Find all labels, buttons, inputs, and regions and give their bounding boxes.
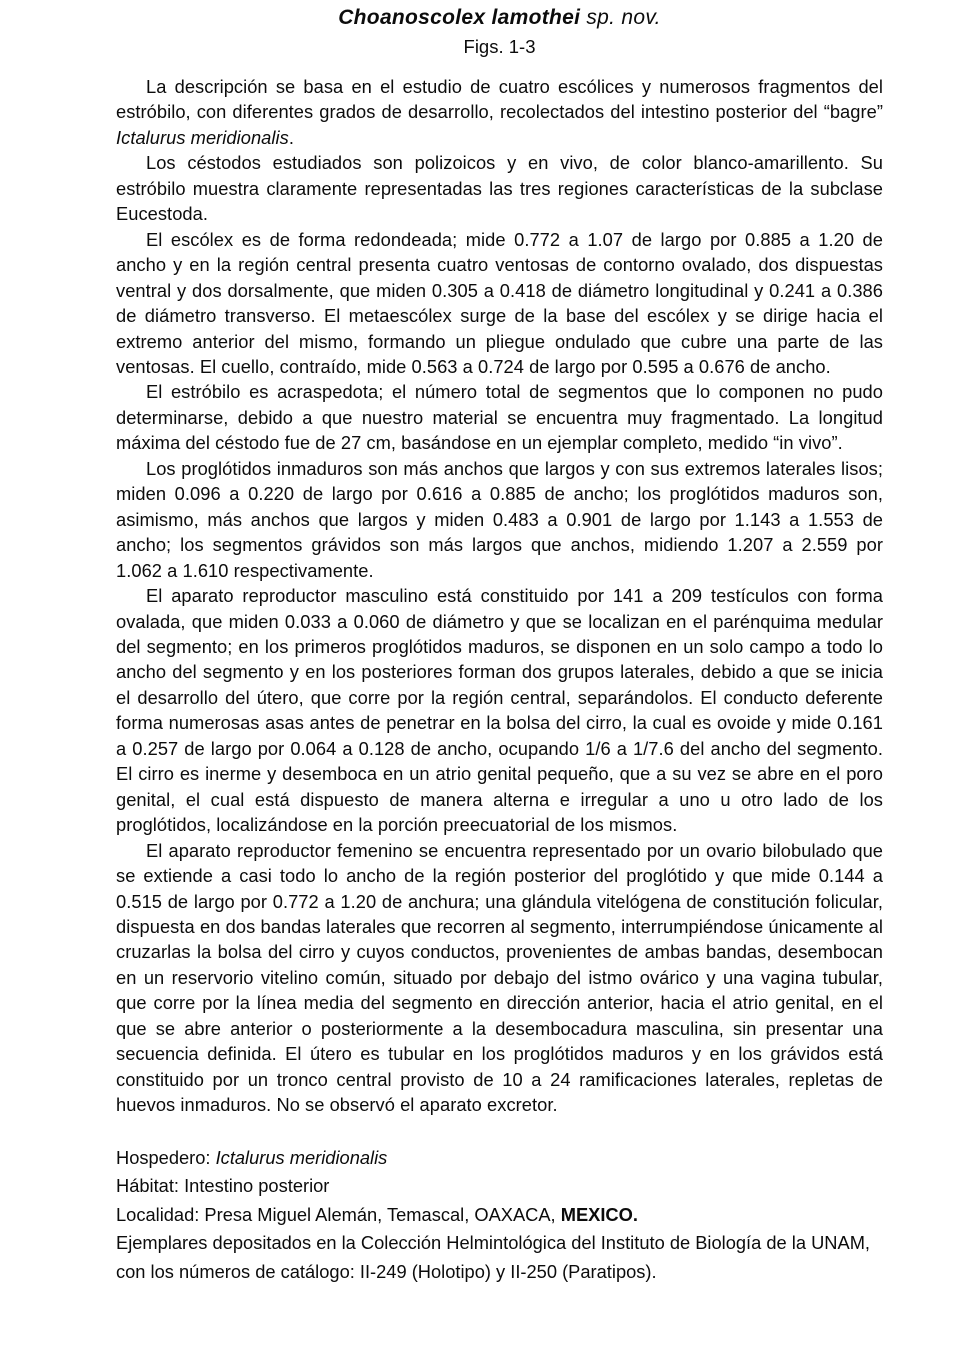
paragraph-proglottids: Los proglótidos inmaduros son más anchos que largos y con sus extremos laterales lisos; miden 0.096 a 0.220 de largo por 0.616 a 0.885 de ancho; los proglótidos maduros son, asimismo, más anchos que largos y miden 0.483 a 0.901 de largo por 1.143 a 1.553 de ancho; los segmentos grávidos son más largos que anchos, midiendo 1.207 a 2.559 por 1.062 a 1.610 respectivamente. bbox=[116, 457, 883, 581]
record-host-species-italic: Ictalurus meridionalis bbox=[215, 1146, 388, 1168]
paragraph-text: La descripción se basa en el estudio de cuatro escólices y numerosos fragmentos del estróbilo, con diferentes grados de desarrollo, recolectados del intestino posterior del “bagre” bbox=[116, 76, 883, 123]
specimen-record bbox=[116, 1144, 883, 1287]
paragraph-introduction bbox=[116, 74, 883, 150]
host-species-italic: Ictalurus meridionalis bbox=[116, 126, 289, 148]
record-country-bold: MEXICO. bbox=[560, 1203, 638, 1225]
record-locality-line bbox=[116, 1201, 883, 1230]
record-habitat-line: Hábitat: Intestino posterior bbox=[116, 1175, 330, 1197]
description-body bbox=[116, 74, 883, 1118]
paragraph-text: . bbox=[288, 126, 294, 148]
paragraph-scolex: El escólex es de forma redondeada; mide 0.772 a 1.07 de largo por 0.885 a 1.20 de ancho y en la región central presenta cuatro ventosas de contorno ovalado, dos dispuestas ventral y dos dorsalmente, que miden 0.305 a 0.418 de diámetro longitudinal y 0.241 a 0.386 de diámetro transverso. El metaescólex surge de la base del escólex y se dirige hacia el extremo anterior del mismo, formando un pliegue ondulado que cubre una parte de las ventosas. El cuello, contraído, mide 0.563 a 0.724 de largo por 0.595 a 0.676 de ancho. bbox=[116, 228, 883, 377]
title-block bbox=[116, 5, 883, 59]
record-host-line bbox=[116, 1144, 883, 1173]
record-locality-text: Localidad: Presa Miguel Alemán, Temascal, OAXACA, bbox=[116, 1203, 561, 1225]
paragraph-male-reproductive: El aparato reproductor masculino está constituido por 141 a 209 testículos con forma ovalada, que miden 0.033 a 0.060 de diámetro y que se localizan en el parénquima medular del segmento; en los primeros proglótidos maduros, se disponen en un solo campo a todo lo ancho del segmento y en los posteriores forman dos grupos laterales, debido a que se inicia el desarrollo del útero, que corre por la región central, separándolos. El conducto deferente forma numerosas asas antes de penetrar en la bolsa del cirro, la cual es ovoide y mide 0.161 a 0.257 de largo por 0.064 a 0.128 de ancho, ocupando 1/6 a 1/7.6 del ancho del segmento. El cirro es inerme y desemboca en un atrio genital pequeño, que a su vez se abre en el poro genital, el cual está dispuesto de manera alterna e irregular a uno u otro lado de los proglótidos, localizándose en la porción preecuatorial de los mismos. bbox=[116, 585, 883, 836]
species-rank: sp. nov. bbox=[580, 6, 661, 29]
record-host-label: Hospedero: bbox=[116, 1146, 216, 1168]
figs-caption: Figs. 1-3 bbox=[463, 36, 536, 57]
paragraph-general-appearance: Los céstodos estudiados son polizoicos y en vivo, de color blanco-amarillento. Su estróbilo muestra claramente representadas las tres regiones características de la subclase Eucestoda. bbox=[116, 152, 883, 225]
species-name: Choanoscolex lamothei bbox=[338, 6, 581, 29]
paragraph-female-reproductive: El aparato reproductor femenino se encuentra representado por un ovario bilobulado que se extiende a casi todo lo ancho de la región posterior del proglótido y que mide 0.144 a 0.515 de largo por 0.772 a 1.20 de anchura; una glándula vitelógena de constitución folicular, dispuesta en dos bandas laterales que recorren al segmento, interrumpiéndose únicamente al cruzarlas la bolsa del cirro y cuyos conductos, provenientes de ambas bandas, desembocan en un reservorio vitelino común, situado por debajo del istmo ovárico y una vagina tubular, que corre por la línea media del segmento en dirección anterior, hacia el atrio genital, en el que se abre anterior o posteriormente a la desembocadura masculina, sin presentar una secuencia definida. El útero es tubular en los proglótidos maduros y en los grávidos está constituido por un tronco central provisto de 10 a 24 ramificaciones laterales, repletas de huevos inmaduros. No se observó el aparato excretor. bbox=[116, 839, 883, 1116]
species-title bbox=[116, 5, 883, 31]
paragraph-strobila: El estróbilo es acraspedota; el número total de segmentos que lo componen no pudo determinarse, debido a que nuestro material se encuentra muy fragmentado. La longitud máxima del céstodo fue de 27 cm, basándose en un ejemplar completo, medido “in vivo”. bbox=[116, 381, 883, 454]
record-deposit-line: Ejemplares depositados en la Colección Helmintológica del Instituto de Biología de la UNAM, con los números de catálogo: II-249 (Holotipo) y II-250 (Paratipos). bbox=[116, 1232, 871, 1282]
